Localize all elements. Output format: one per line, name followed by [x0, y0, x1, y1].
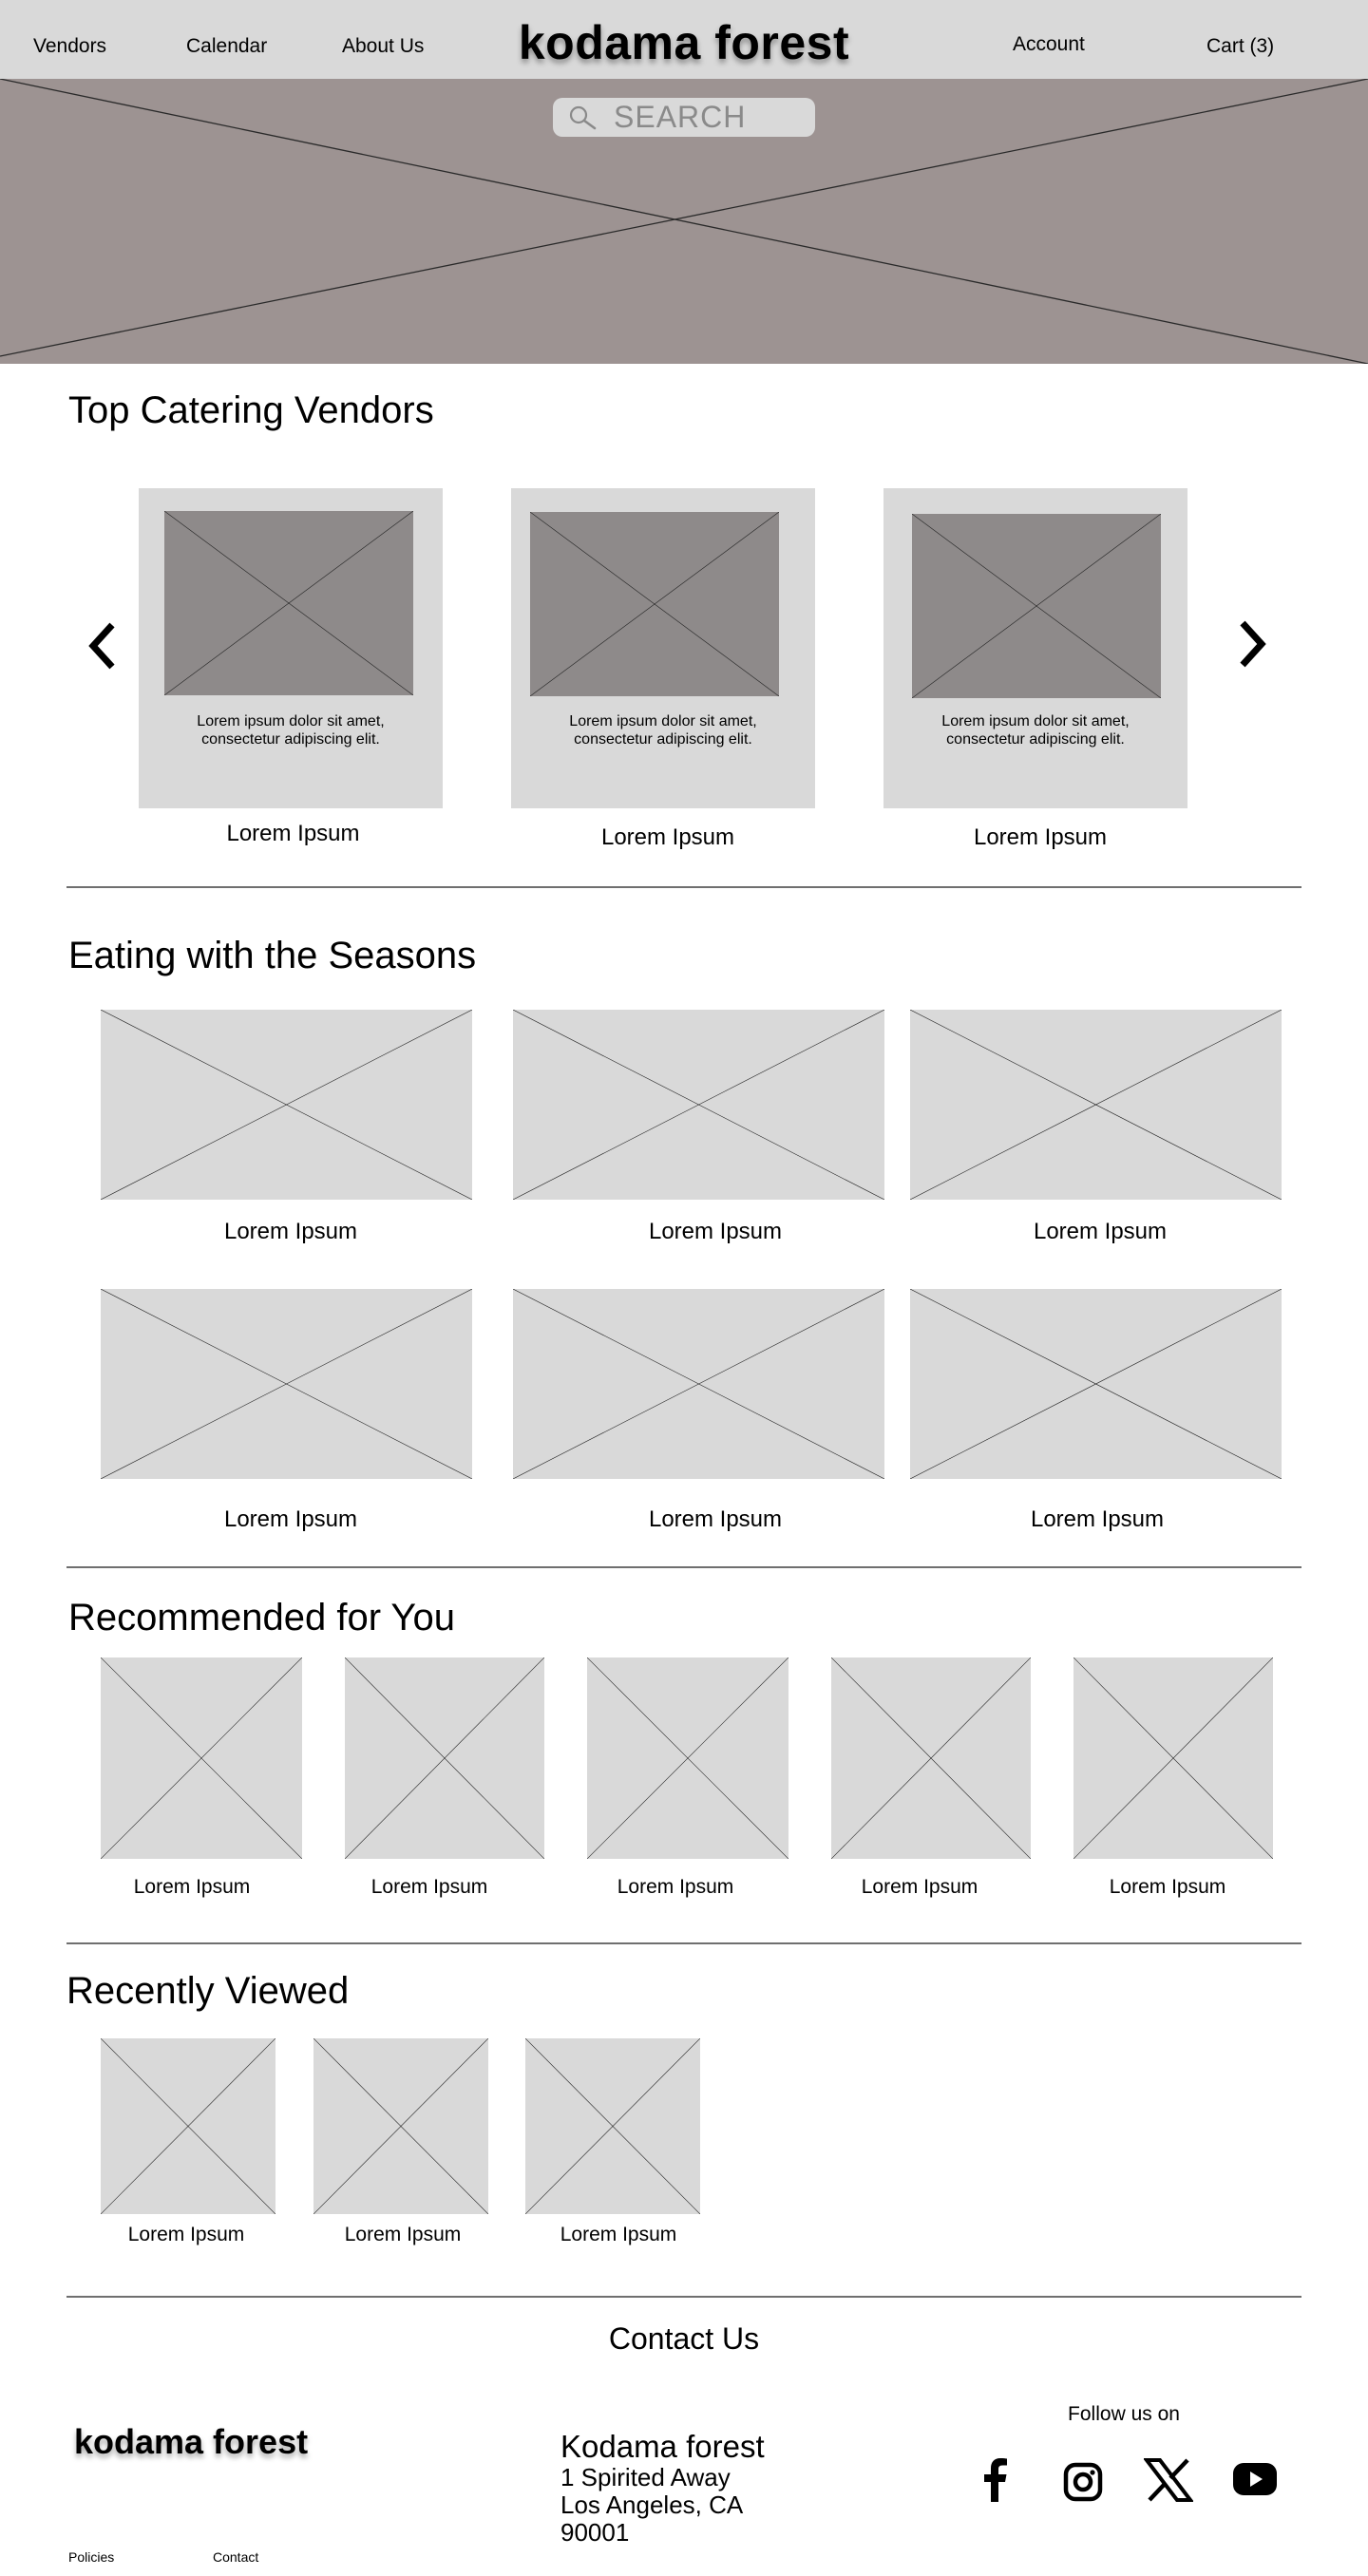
- recommended-item-label[interactable]: Lorem Ipsum: [370, 1876, 488, 1898]
- x-icon[interactable]: [1144, 2458, 1193, 2502]
- search-bar[interactable]: [553, 98, 815, 137]
- search-input[interactable]: [614, 102, 804, 133]
- vendor-name[interactable]: Lorem Ipsum: [600, 824, 735, 850]
- nav-cart-link[interactable]: Cart (3): [1206, 35, 1275, 57]
- policies-link[interactable]: Policies: [68, 2549, 115, 2565]
- contact-link[interactable]: Contact: [213, 2549, 259, 2565]
- vendor-card[interactable]: [139, 488, 443, 808]
- seasonal-item-label[interactable]: Lorem Ipsum: [648, 1506, 783, 1532]
- nav-calendar-link[interactable]: Calendar: [186, 35, 268, 57]
- seasonal-item-image[interactable]: [910, 1289, 1282, 1479]
- section-divider: [66, 1942, 1302, 1944]
- recently-viewed-image[interactable]: [525, 2038, 700, 2214]
- top-catering-title: Top Catering Vendors: [68, 389, 434, 431]
- seasonal-item-image[interactable]: [101, 1289, 472, 1479]
- seasonal-item-image[interactable]: [513, 1289, 884, 1479]
- footer-logo[interactable]: kodama forest: [74, 2422, 309, 2461]
- address-zip: 90001: [560, 2518, 630, 2547]
- facebook-icon[interactable]: [970, 2454, 1019, 2504]
- seasonal-item-label[interactable]: Lorem Ipsum: [648, 1219, 783, 1244]
- site-logo[interactable]: kodama forest: [518, 16, 850, 69]
- address-street: 1 Spirited Away: [560, 2463, 731, 2491]
- seasonal-item-image[interactable]: [101, 1010, 472, 1200]
- youtube-icon[interactable]: [1232, 2460, 1278, 2498]
- recommended-item-label[interactable]: Lorem Ipsum: [617, 1876, 734, 1898]
- seasonal-item-image[interactable]: [513, 1010, 884, 1200]
- seasonal-item-label[interactable]: Lorem Ipsum: [223, 1506, 358, 1532]
- seasonal-item-label[interactable]: Lorem Ipsum: [223, 1219, 358, 1244]
- contact-us-title: Contact Us: [608, 2321, 760, 2356]
- vendor-card[interactable]: [884, 488, 1188, 808]
- top-nav-bar: [0, 0, 1368, 79]
- chevron-left-icon[interactable]: [84, 619, 122, 672]
- recommended-item-image[interactable]: [1074, 1657, 1273, 1859]
- recommended-item-image[interactable]: [101, 1657, 302, 1859]
- recommended-item-image[interactable]: [831, 1657, 1031, 1859]
- section-divider: [66, 1566, 1302, 1568]
- search-icon: [566, 104, 598, 132]
- nav-vendors-link[interactable]: Vendors: [33, 35, 107, 57]
- section-divider: [66, 886, 1302, 888]
- recently-viewed-label[interactable]: Lorem Ipsum: [344, 2224, 462, 2245]
- vendor-description: Lorem ipsum dolor sit amet, consectetur adipiscing elit.: [941, 713, 1130, 748]
- recently-viewed-label[interactable]: Lorem Ipsum: [127, 2224, 245, 2245]
- recently-viewed-image[interactable]: [101, 2038, 276, 2214]
- instagram-icon[interactable]: [1059, 2458, 1107, 2506]
- nav-about-us-link[interactable]: About Us: [342, 35, 425, 57]
- seasons-title: Eating with the Seasons: [68, 935, 477, 976]
- seasonal-item-label[interactable]: Lorem Ipsum: [1033, 1219, 1168, 1244]
- recommended-item-image[interactable]: [345, 1657, 544, 1859]
- recommended-item-label[interactable]: Lorem Ipsum: [861, 1876, 978, 1898]
- address-company-name: Kodama forest: [560, 2429, 765, 2464]
- recently-viewed-label[interactable]: Lorem Ipsum: [560, 2224, 677, 2245]
- seasonal-item-image[interactable]: [910, 1010, 1282, 1200]
- recommended-item-label[interactable]: Lorem Ipsum: [1109, 1876, 1226, 1898]
- section-divider: [66, 2296, 1302, 2298]
- recommended-title: Recommended for You: [68, 1597, 455, 1638]
- vendor-image: [912, 514, 1161, 698]
- nav-account-link[interactable]: Account: [1013, 33, 1085, 55]
- vendor-name[interactable]: Lorem Ipsum: [973, 824, 1108, 850]
- recommended-item-image[interactable]: [587, 1657, 788, 1859]
- address-city: Los Angeles, CA: [560, 2491, 744, 2519]
- vendor-image: [164, 511, 413, 695]
- vendor-description: Lorem ipsum dolor sit amet, consectetur adipiscing elit.: [569, 713, 757, 748]
- vendor-image: [530, 512, 779, 696]
- vendor-name[interactable]: Lorem Ipsum: [226, 821, 360, 846]
- vendor-description: Lorem ipsum dolor sit amet, consectetur adipiscing elit.: [197, 713, 385, 748]
- follow-us-label: Follow us on: [1068, 2403, 1180, 2425]
- vendor-card[interactable]: [511, 488, 815, 808]
- seasonal-item-label[interactable]: Lorem Ipsum: [1030, 1506, 1165, 1532]
- recommended-item-label[interactable]: Lorem Ipsum: [133, 1876, 251, 1898]
- recently-viewed-title: Recently Viewed: [66, 1970, 350, 2012]
- recently-viewed-image[interactable]: [314, 2038, 488, 2214]
- chevron-right-icon[interactable]: [1233, 617, 1271, 671]
